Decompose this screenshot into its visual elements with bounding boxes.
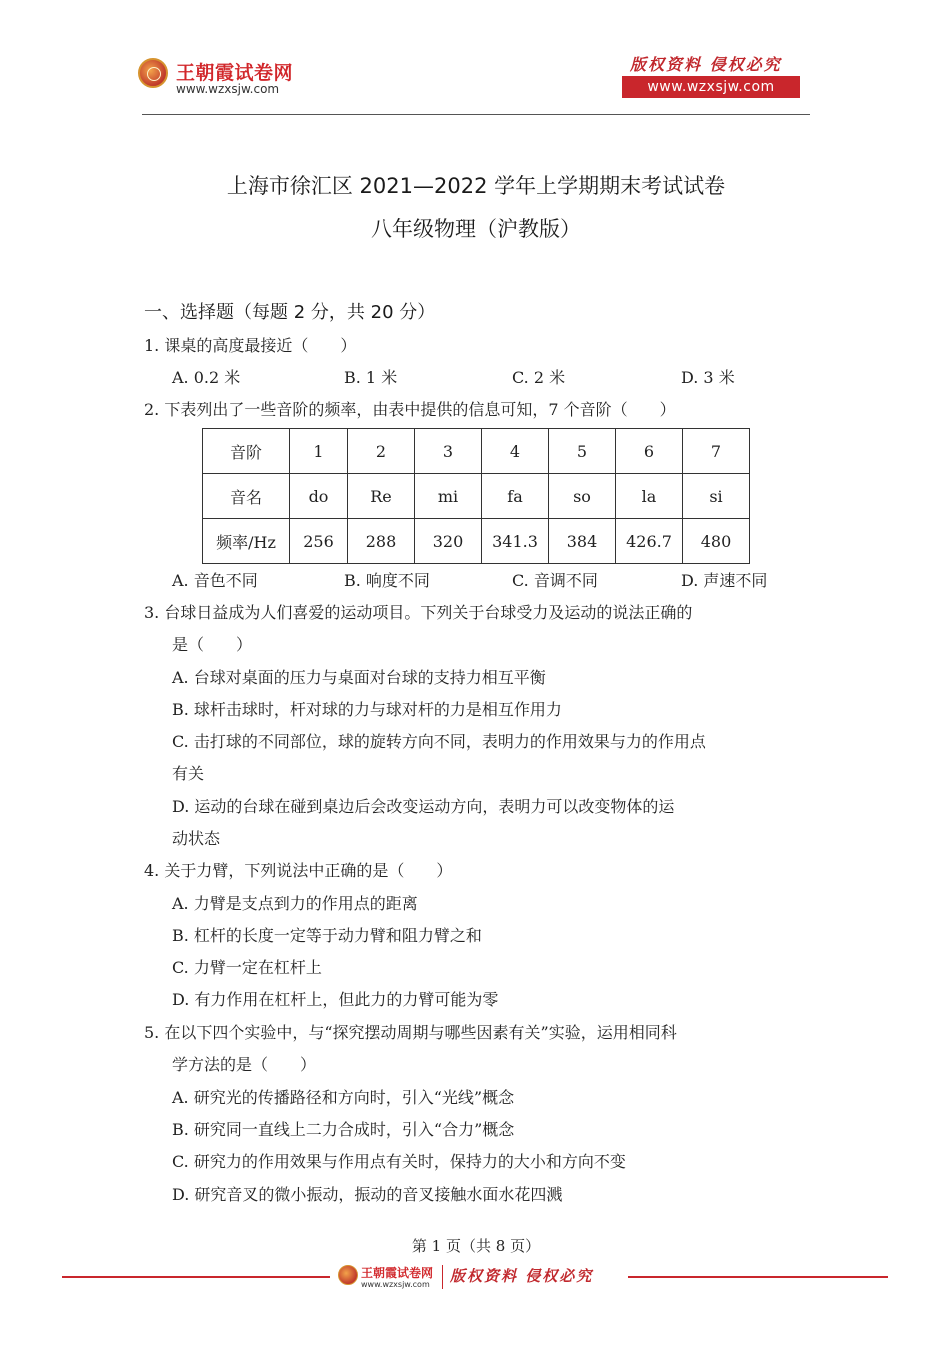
question-3-option-d-cont: 动状态 <box>172 829 221 848</box>
option-a: A. 音色不同 <box>172 571 258 590</box>
logo-emblem-icon <box>138 58 168 88</box>
question-5-option-b: B. 研究同一直线上二力合成时，引入“合力”概念 <box>172 1120 515 1139</box>
footer-separator <box>442 1265 443 1289</box>
table-cell: do <box>290 474 348 519</box>
question-4-stem: 4. 关于力臂，下列说法中正确的是（ ） <box>144 861 453 880</box>
page-number: 第 1 页（共 8 页） <box>411 1237 541 1255</box>
question-1-options <box>0 368 952 388</box>
table-row <box>203 474 750 519</box>
table-cell: 288 <box>348 519 415 564</box>
option-d: D. 3 米 <box>681 368 735 387</box>
table-cell: 384 <box>549 519 616 564</box>
table-row <box>203 429 750 474</box>
footer-divider-left <box>62 1276 330 1278</box>
table-cell: 5 <box>549 429 616 474</box>
footer-logo-name: 王朝霞试卷网 <box>361 1266 434 1280</box>
footer-logo-url: www.wzxsjw.com <box>361 1280 430 1289</box>
question-5-option-c: C. 研究力的作用效果与作用点有关时，保持力的大小和方向不变 <box>172 1152 626 1171</box>
option-d: D. 声速不同 <box>681 571 768 590</box>
question-4-option-a: A. 力臂是支点到力的作用点的距离 <box>172 894 418 913</box>
table-cell: la <box>616 474 683 519</box>
table-cell: 1 <box>290 429 348 474</box>
question-1-stem: 1. 课桌的高度最接近（ ） <box>144 336 357 355</box>
table-cell: 音名 <box>203 474 290 519</box>
option-b: B. 1 米 <box>344 368 398 387</box>
question-3-option-c-cont: 有关 <box>172 764 205 783</box>
question-5-option-a: A. 研究光的传播路径和方向时，引入“光线”概念 <box>172 1088 515 1107</box>
table-cell: fa <box>482 474 549 519</box>
question-3-option-a: A. 台球对桌面的压力与桌面对台球的支持力相互平衡 <box>172 668 546 687</box>
table-cell: 3 <box>415 429 482 474</box>
header-divider <box>142 114 810 115</box>
footer-logo-icon <box>338 1265 358 1285</box>
table-cell: 256 <box>290 519 348 564</box>
question-3-stem-cont: 是（ ） <box>172 635 253 654</box>
exam-subtitle: 八年级物理（沪教版） <box>371 217 581 241</box>
question-5-option-d: D. 研究音叉的微小振动，振动的音叉接触水面水花四溅 <box>172 1185 563 1204</box>
table-cell: 4 <box>482 429 549 474</box>
question-5-stem: 5. 在以下四个实验中，与“探究摆动周期与哪些因素有关”实验，运用相同科 <box>144 1023 677 1042</box>
question-5-stem-cont: 学方法的是（ ） <box>172 1055 317 1074</box>
table-cell: si <box>683 474 750 519</box>
table-cell: so <box>549 474 616 519</box>
footer-divider-right <box>628 1276 888 1278</box>
option-c: C. 音调不同 <box>512 571 598 590</box>
table-cell: 341.3 <box>482 519 549 564</box>
table-cell: 7 <box>683 429 750 474</box>
option-a: A. 0.2 米 <box>172 368 241 387</box>
table-cell: 6 <box>616 429 683 474</box>
option-c: C. 2 米 <box>512 368 566 387</box>
question-4-option-b: B. 杠杆的长度一定等于动力臂和阻力臂之和 <box>172 926 482 945</box>
question-3-option-d: D. 运动的台球在碰到桌边后会改变运动方向，表明力可以改变物体的运 <box>172 797 675 816</box>
question-4-option-c: C. 力臂一定在杠杆上 <box>172 958 322 977</box>
question-3-option-b: B. 球杆击球时，杆对球的力与球对杆的力是相互作用力 <box>172 700 562 719</box>
table-cell: mi <box>415 474 482 519</box>
table-cell: 音阶 <box>203 429 290 474</box>
question-2-stem: 2. 下表列出了一些音阶的频率，由表中提供的信息可知，7 个音阶（ ） <box>144 400 676 419</box>
table-cell: 2 <box>348 429 415 474</box>
table-cell: 480 <box>683 519 750 564</box>
table-row <box>203 519 750 564</box>
question-4-option-d: D. 有力作用在杠杆上，但此力的力臂可能为零 <box>172 990 499 1009</box>
table-cell: 426.7 <box>616 519 683 564</box>
section-heading: 一、选择题（每题 2 分，共 20 分） <box>144 302 436 323</box>
exam-title: 上海市徐汇区 2021—2022 学年上学期期末考试试卷 <box>226 174 726 198</box>
footer-copyright: 版权资料 侵权必究 <box>450 1267 594 1285</box>
url-banner: www.wzxsjw.com <box>622 76 800 98</box>
copyright-notice: 版权资料 侵权必究 <box>630 55 782 74</box>
question-2-options <box>0 571 952 591</box>
logo-name: 王朝霞试卷网 <box>176 62 294 84</box>
frequency-table <box>202 428 750 564</box>
table-cell: Re <box>348 474 415 519</box>
question-3-option-c: C. 击打球的不同部位，球的旋转方向不同，表明力的作用效果与力的作用点 <box>172 732 706 751</box>
table-cell: 频率/Hz <box>203 519 290 564</box>
question-3-stem: 3. 台球日益成为人们喜爱的运动项目。下列关于台球受力及运动的说法正确的 <box>144 603 693 622</box>
table-cell: 320 <box>415 519 482 564</box>
option-b: B. 响度不同 <box>344 571 430 590</box>
logo-url: www.wzxsjw.com <box>176 82 280 96</box>
